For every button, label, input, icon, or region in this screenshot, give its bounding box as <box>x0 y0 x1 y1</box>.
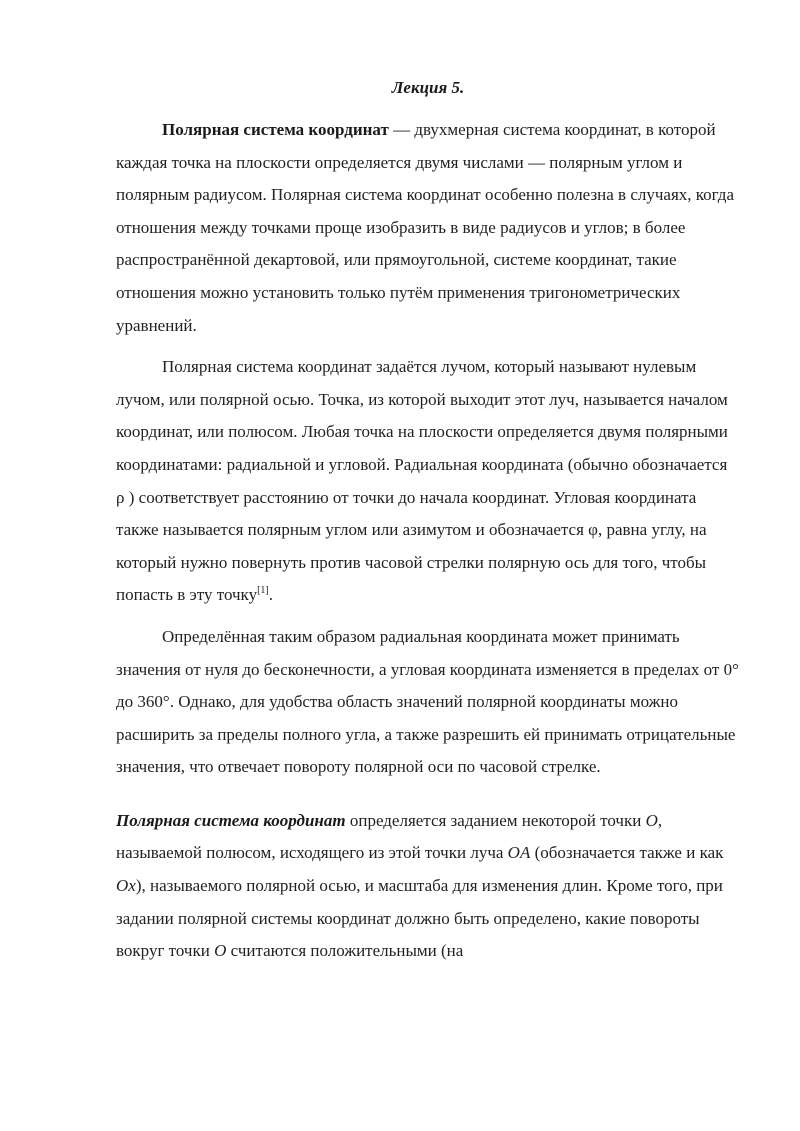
axis-ox: Ox <box>116 876 136 896</box>
paragraph-ranges <box>116 621 740 784</box>
paragraph-text: Определённая таким образом радиальная координата может принимать значения от нуля до бесконечности, а угловая координата изменяется в пределах от 0° до 360°. Однако, для удобства область значений полярной координаты можно расширить за пределы полного угла, а также разрешить ей принимать отрицательные значения, что отвечает повороту полярной оси по часовой стрелке. <box>116 626 739 777</box>
paragraph-formal-definition <box>116 805 740 968</box>
term-polar-coordinates: Полярная система координат <box>162 120 389 139</box>
paragraph-text: считаются положительными (на <box>226 941 464 961</box>
point-o: O <box>645 810 658 830</box>
paragraph-text: ) соответствует расстоянию от точки до начала координат. Угловая координата также называется полярным углом или азимутом и обозначается <box>116 487 697 540</box>
paragraph-text: . <box>268 585 274 605</box>
paragraph-axis <box>116 351 740 612</box>
paragraph-text: , равна углу, на который нужно повернуть против часовой стрелки полярную ось для того, чтобы попасть в эту точку <box>116 520 707 605</box>
footnote-link[interactable]: [1] <box>257 585 269 597</box>
document-page <box>116 72 740 968</box>
lecture-title: Лекция 5. <box>391 78 465 97</box>
paragraph-text: , называемой полюсом, исходящего из этой точки луча <box>116 810 663 863</box>
paragraph-text: ), называемого полярной осью, и масштаба для изменения длин. Кроме того, при задании полярной системы координат должно быть определено, какие повороты вокруг точки <box>116 876 723 961</box>
point-o: O <box>214 941 227 961</box>
term-polar-coordinates-italic: Полярная система координат <box>116 810 346 830</box>
rho-symbol: ρ <box>116 487 125 507</box>
phi-symbol: φ <box>588 520 598 540</box>
paragraph-text: определяется заданием некоторой точки <box>345 810 646 830</box>
paragraph-text: — двухмерная система координат, в которой каждая точка на плоскости определяется двумя числами — полярным углом и полярным радиусом. Полярная система координат особенно полезна в случаях, когда отношения между точками проще изобразить в виде радиусов и углов; в более распространённой декартовой, или прямоугольной, системе координат, такие отношения можно установить только путём применения тригонометрических уравнений. <box>116 120 734 335</box>
paragraph-text: (обозначается также и как <box>530 843 724 863</box>
ray-oa: OA <box>507 843 531 863</box>
paragraph-definition <box>116 114 740 342</box>
paragraph-text: Полярная система координат задаётся лучом, который называют нулевым лучом, или полярной осью. Точка, из которой выходит этот луч, называется началом координат, или полюсом. Любая точка на плоскости определяется двумя полярными координатами: радиальной и угловой. Радиальная координата (обычно обозначается <box>116 357 728 474</box>
